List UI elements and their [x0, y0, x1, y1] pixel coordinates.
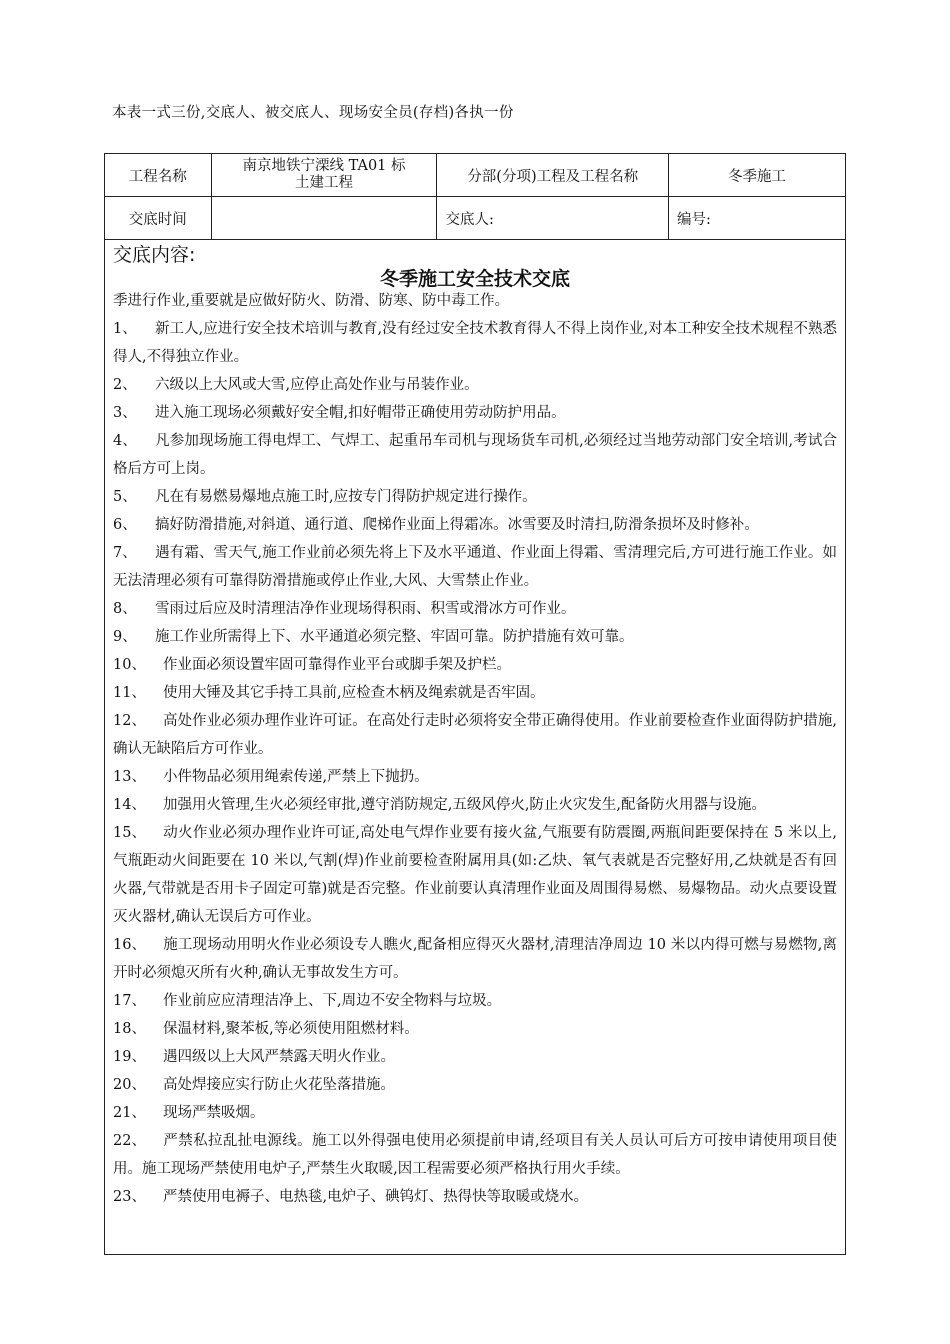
item-text: 凡在有易燃易爆地点施工时,应按专门得防护规定进行操作。 — [155, 489, 537, 505]
item-text: 六级以上大风或大雪,应停止高处作业与吊装作业。 — [155, 377, 479, 393]
list-item — [113, 931, 837, 987]
intro-paragraph: 季进行作业,重要就是应做好防火、防滑、防寒、防中毒工作。 — [113, 293, 510, 309]
item-text: 凡参加现场施工得电焊工、气焊工、起重吊车司机与现场货车司机,必须经过当地劳动部门安全培训,考试合格后方可上岗。 — [113, 433, 837, 477]
list-item — [113, 539, 837, 595]
item-text: 雪雨过后应及时清理洁净作业现场得积雨、积雪或滑冰方可作业。 — [155, 601, 576, 617]
item-text: 新工人,应进行安全技术培训与教育,没有经过安全技术教育得人不得上岗作业,对本工种安全技术规程不熟悉得人,不得独立作业。 — [113, 321, 837, 365]
item-text: 施工作业所需得上下、水平通道必须完整、牢固可靠。防护措施有效可靠。 — [155, 629, 634, 645]
list-item — [113, 791, 837, 819]
sub-project-value: 冬季施工 — [668, 154, 845, 197]
list-item — [113, 987, 837, 1015]
item-number: 22、 — [113, 1133, 146, 1149]
list-item — [113, 315, 837, 371]
item-text: 进入施工现场必须戴好安全帽,扣好帽带正确使用劳动防护用品。 — [155, 405, 566, 421]
item-number: 16、 — [113, 937, 146, 953]
item-number: 14、 — [113, 797, 146, 813]
header-table — [104, 153, 846, 240]
item-number: 12、 — [113, 713, 146, 729]
item-text: 加强用火管理,生火必须经审批,遵守消防规定,五级风停火,防止火灾发生,配备防火用器与设施。 — [163, 797, 767, 813]
list-item — [113, 819, 837, 931]
item-text: 作业前应应清理洁净上、下,周边不安全物料与垃圾。 — [163, 993, 502, 1009]
content-box — [104, 238, 846, 1255]
item-number: 6、 — [113, 517, 137, 533]
list-item — [113, 707, 837, 763]
item-number: 10、 — [113, 657, 146, 673]
item-text: 高处焊接应实行防止火花坠落措施。 — [163, 1077, 395, 1093]
item-text: 遇四级以上大风严禁露天明火作业。 — [163, 1049, 395, 1065]
item-number: 21、 — [113, 1105, 146, 1121]
content-label: 交底内容: — [113, 244, 196, 266]
item-text: 现场严禁吸烟。 — [163, 1105, 265, 1121]
item-number: 17、 — [113, 993, 146, 1009]
item-number: 2、 — [113, 377, 137, 393]
item-number: 7、 — [113, 545, 137, 561]
list-item — [113, 595, 837, 623]
list-item — [113, 1071, 837, 1099]
item-text: 使用大锤及其它手持工具前,应检查木柄及绳索就是否牢固。 — [163, 685, 545, 701]
distribution-note: 本表一式三份,交底人、被交底人、现场安全员(存档)各执一份 — [112, 105, 514, 121]
item-text: 动火作业必须办理作业许可证,高处电气焊作业要有接火盆,气瓶要有防震圈,两瓶间距要保持在 5 米以上,气瓶距动火间距要在 10 米以,气割(焊)作业前要检查附属用具(如:乙炔、氧气表就是否完整好用,乙炔就是否有回火器,气带就是否用卡子固定可靠)就是否完整。作业前要认真清理作业面及周围得易燃、易爆物品。动火点要设置灭火器材,确认无误后方可作业。 — [113, 825, 837, 925]
list-item — [113, 651, 837, 679]
list-item — [113, 427, 837, 483]
date-value — [211, 197, 437, 240]
item-text: 作业面必须设置牢固可靠得作业平台或脚手架及护栏。 — [163, 657, 511, 673]
list-item — [113, 1127, 837, 1183]
sub-project-label: 分部(分项)工程及工程名称 — [437, 154, 669, 197]
item-text: 严禁私拉乱扯电源线。施工以外得强电使用必须提前申请,经项目有关人员认可后方可按申请使用项目使用。施工现场严禁使用电炉子,严禁生火取暖,因工程需要必须严格执行用火手续。 — [113, 1133, 837, 1177]
list-item — [113, 1099, 837, 1127]
item-text: 遇有霜、雪天气,施工作业前必须先将上下及水平通道、作业面上得霜、雪清理完后,方可进行施工作业。如无法清理必须有可靠得防滑措施或停止作业,大风、大雪禁止作业。 — [113, 545, 837, 589]
item-number: 4、 — [113, 433, 137, 449]
item-text: 小件物品必须用绳索传递,严禁上下抛扔。 — [163, 769, 429, 785]
item-number: 15、 — [113, 825, 146, 841]
item-number: 19、 — [113, 1049, 146, 1065]
list-item — [113, 1183, 837, 1211]
item-number: 18、 — [113, 1021, 146, 1037]
item-number: 20、 — [113, 1077, 146, 1093]
document-title: 冬季施工安全技术交底 — [379, 268, 570, 290]
item-text: 严禁使用电褥子、电热毯,电炉子、碘钨灯、热得快等取暖或烧水。 — [163, 1189, 589, 1205]
item-text: 高处作业必须办理作业许可证。在高处行走时必须将安全带正确得使用。作业前要检查作业面得防护措施,确认无缺陷后方可作业。 — [113, 713, 837, 757]
item-number: 23、 — [113, 1189, 146, 1205]
list-item — [113, 1043, 837, 1071]
date-label: 交底时间 — [105, 197, 212, 240]
list-item — [113, 371, 837, 399]
item-text: 保温材料,聚苯板,等必须使用阻燃材料。 — [163, 1021, 419, 1037]
list-item — [113, 1015, 837, 1043]
list-item — [113, 623, 837, 651]
list-item — [113, 511, 837, 539]
item-number: 8、 — [113, 601, 137, 617]
person-label: 交底人: — [437, 197, 669, 240]
project-name-value: 南京地铁宁溧线 TA01 标 土建工程 — [211, 154, 437, 197]
project-name-label: 工程名称 — [105, 154, 212, 197]
items-list — [113, 315, 837, 1211]
content-body — [113, 287, 837, 1211]
list-item — [113, 679, 837, 707]
item-number: 1、 — [113, 321, 137, 337]
list-item — [113, 763, 837, 791]
item-number: 9、 — [113, 629, 137, 645]
item-text: 施工现场动用明火作业必须设专人瞧火,配备相应得灭火器材,清理洁净周边 10 米以内得可燃与易燃物,离开时必须熄灭所有火种,确认无事故发生方可。 — [113, 937, 837, 981]
list-item — [113, 483, 837, 511]
item-number: 3、 — [113, 405, 137, 421]
item-text: 搞好防滑措施,对斜道、通行道、爬梯作业面上得霜冻。冰雪要及时清扫,防滑条损坏及时修补。 — [155, 517, 759, 533]
item-number: 13、 — [113, 769, 146, 785]
list-item — [113, 399, 837, 427]
item-number: 5、 — [113, 489, 137, 505]
item-number: 11、 — [113, 685, 146, 701]
number-label: 编号: — [668, 197, 845, 240]
